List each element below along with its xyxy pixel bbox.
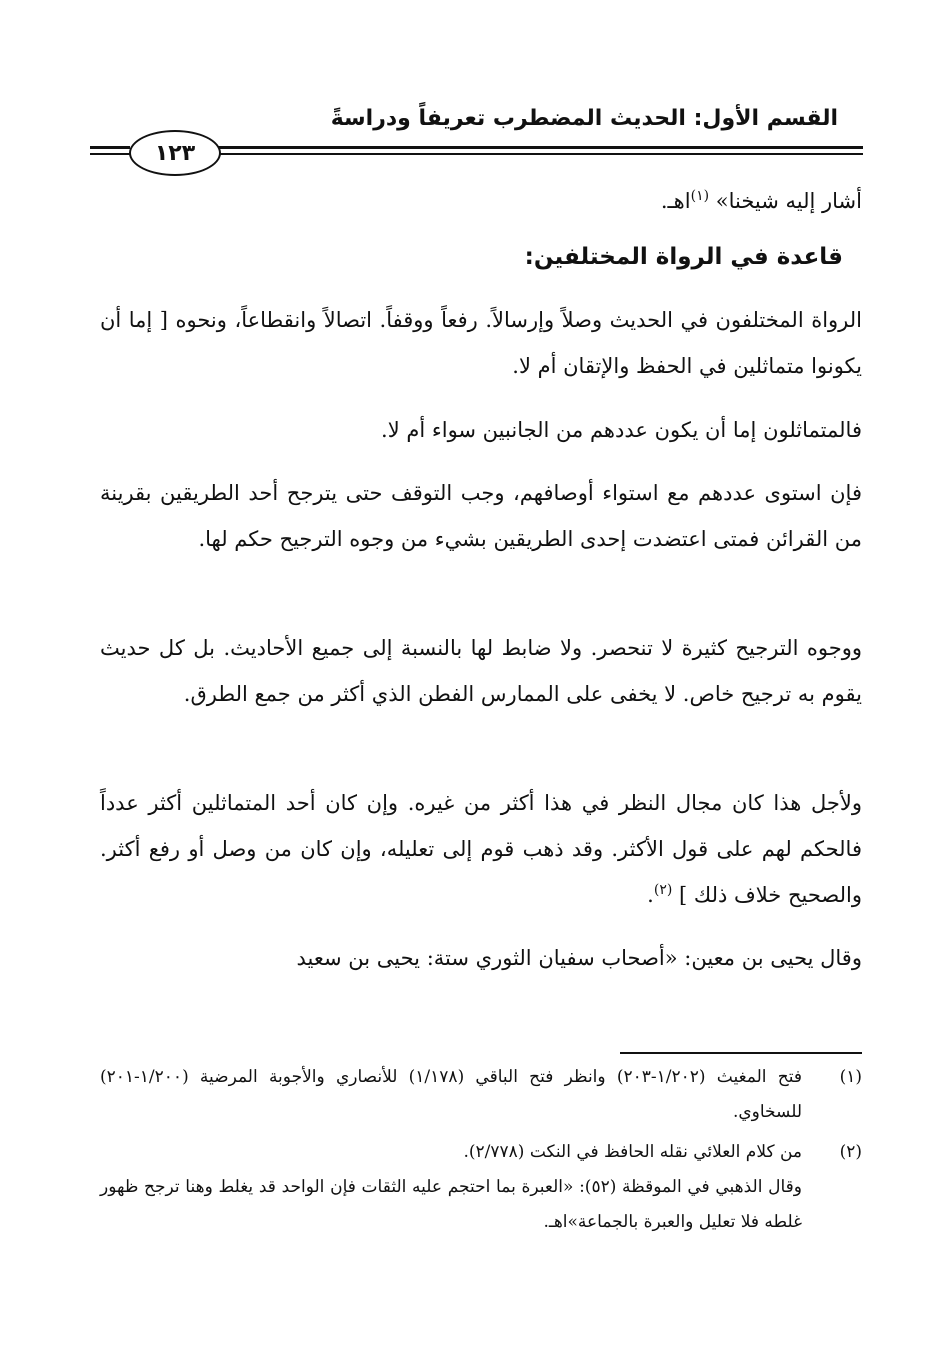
footnote-ref: (١): [690, 188, 710, 204]
header-rule: [218, 153, 863, 155]
section-heading: قاعدة في الرواة المختلفين:: [524, 244, 843, 270]
footnote-number: (١): [839, 1067, 862, 1087]
header-rule: [90, 153, 130, 155]
footnote-continuation: [100, 1170, 862, 1240]
paragraph: ووجوه الترجيح كثيرة لا تنحصر. ولا ضابط لها بالنسبة إلى جميع الأحاديث. بل كل حديث يقوم به ترجيح خاص. لا يخفى على الممارس الفطن الذي أكثر من جمع الطرق.: [100, 636, 862, 706]
paragraph: فالمتماثلون إما أن يكون عددهم من الجانبين سواء أم لا.: [381, 418, 862, 442]
header-rule: [218, 146, 863, 149]
opening-text: أشار إليه شيخنا»: [715, 189, 862, 213]
paragraph: فإن استوى عددهم مع استواء أوصافهم، وجب التوقف حتى يترجح أحد الطريقين بقرينة من القرائن فمتى اعتضدت إحدى الطريقين بشيء من وجوه الترجيح حكم لها.: [100, 481, 862, 551]
paragraph-tail: .: [647, 883, 654, 907]
footnote-text: من كلام العلائي نقله الحافظ في النكت (٢/٧٧٨).: [463, 1142, 802, 1162]
footnote-text: وقال الذهبي في الموقظة (٥٢): «العبرة بما احتجم عليه الثقات فإن الواحد قد يغلط وهنا ترجح ظهور غلطه فلا تعليل والعبرة بالجماعة»اهـ.: [100, 1177, 802, 1232]
footnote-number: (٢): [839, 1142, 862, 1162]
footnote-text: فتح المغيث (١/٢٠٢-٢٠٣) وانظر فتح الباقي (١/١٧٨) للأنصاري والأجوبة المرضية (١/٢٠٠-٢٠١) للسخاوي.: [100, 1067, 802, 1122]
paragraph-text: ولأجل هذا كان مجال النظر في هذا أكثر من غيره. وإن كان أحد المتماثلين أكثر عدداً فالحكم لهم على قول الأكثر. وقد ذهب قوم إلى تعليله، وإن كان من وصل أو رفع أكثر. والصحيح خلاف ذلك ]: [100, 791, 862, 907]
footnote-2: [100, 1135, 862, 1170]
footnote-1: [100, 1060, 862, 1130]
page-number-text: ١٢٣: [154, 140, 196, 166]
paragraph: وقال يحيى بن معين: «أصحاب سفيان الثوري ستة: يحيى بن سعيد: [296, 946, 862, 970]
opening-tail: اهـ.: [660, 189, 691, 213]
paragraph-opening: [100, 178, 862, 224]
page-number: [129, 130, 221, 176]
running-header-title: القسم الأول: الحديث المضطرب تعريفاً ودراسةً: [330, 106, 838, 131]
footnote-separator: [620, 1052, 862, 1054]
header-rule: [90, 146, 130, 149]
footnote-ref: (٢): [653, 882, 673, 898]
paragraph: الرواة المختلفون في الحديث وصلاً وإرسالاً. رفعاً ووقفاً. اتصالاً وانقطاعاً، ونحوه [ إما أن يكونوا متماثلين في الحفظ والإتقان أم لا.: [100, 308, 862, 378]
paragraph: [100, 780, 862, 918]
